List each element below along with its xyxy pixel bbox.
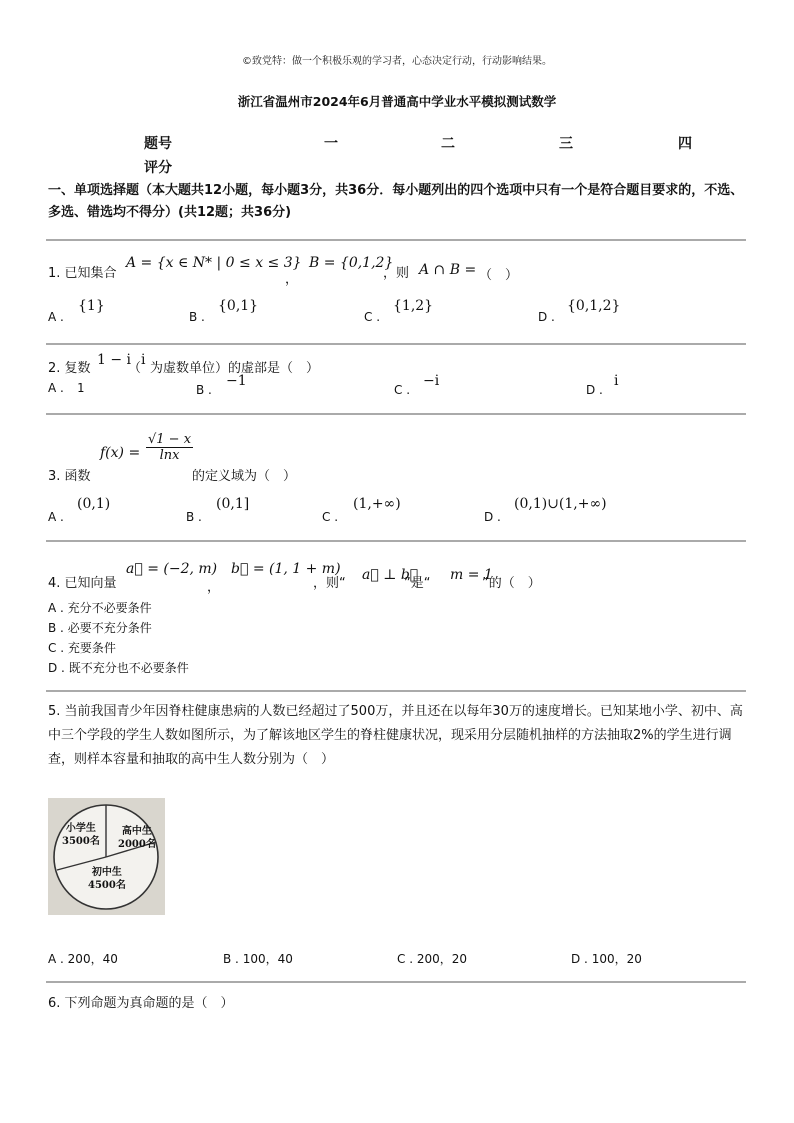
q3-fraction — [146, 432, 193, 463]
q2-expression: 1 − i — [97, 352, 132, 368]
q1-option-d-label[interactable]: D . — [538, 310, 555, 324]
q5-option-c-label: C . — [397, 952, 414, 966]
student-pie-chart — [48, 798, 165, 915]
q4-condition-perpendicular: a⃗ ⊥ b⃗ — [362, 567, 419, 583]
q5-option-b[interactable] — [223, 950, 293, 967]
question-4 — [48, 572, 117, 591]
q2-option-b-label[interactable]: B . — [196, 383, 212, 397]
q5-option-b-value: 100，40 — [242, 952, 293, 966]
divider — [46, 690, 746, 692]
divider — [46, 343, 746, 345]
q4-option-c-value: 充要条件 — [67, 641, 116, 655]
q3-option-a-value[interactable]: (0,1) — [77, 496, 111, 512]
q2-text-suffix: 为虚数单位）的虚部是（ ） — [150, 361, 320, 376]
q1-option-c-value[interactable]: {1,2} — [393, 298, 434, 314]
q5-option-d-label: D . — [571, 952, 588, 966]
pie-label-high-name: 高中生 — [121, 826, 152, 837]
q4-option-d[interactable] — [48, 659, 189, 676]
q4-option-a-value: 充分不必要条件 — [67, 601, 152, 615]
pie-label-primary-count: 3500名 — [62, 836, 100, 847]
q1-option-c-label[interactable]: C . — [364, 310, 381, 324]
q1-option-b-label[interactable]: B . — [189, 310, 205, 324]
pie-label-middle — [88, 866, 126, 892]
score-table-col-3: 三 — [559, 136, 573, 152]
q3-text-suffix: 的定义域为（ ） — [192, 469, 297, 484]
divider — [46, 981, 746, 983]
q4-condition-m: m = 1 — [450, 567, 493, 583]
q2-option-a-value[interactable]: 1 — [77, 381, 85, 395]
q4-option-d-value: 既不充分也不必要条件 — [68, 661, 189, 675]
q3-denominator: lnx — [159, 448, 180, 463]
q4-text-mid2: ”是“ — [404, 576, 431, 591]
q2-text-prefix: 复数 — [64, 361, 91, 376]
q2-option-a-label[interactable]: A . — [48, 381, 64, 395]
q3-function-name: f(x) = — [100, 445, 141, 461]
q5-option-c-value: 200，20 — [416, 952, 468, 966]
q2-number: 2. — [48, 361, 61, 376]
q1-option-d-value[interactable]: {0,1,2} — [567, 298, 621, 314]
q4-option-c[interactable] — [48, 639, 116, 656]
q5-option-a-value: 200，40 — [67, 952, 118, 966]
q3-option-c-label[interactable]: C . — [322, 510, 339, 524]
q3-option-a-label[interactable]: A . — [48, 510, 64, 524]
question-2 — [48, 357, 91, 376]
q1-set-b: B = {0,1,2} — [309, 255, 394, 271]
q1-set-a: A = {x ∈ N* | 0 ≤ x ≤ 3} — [126, 255, 302, 271]
q1-expression: A ∩ B = — [419, 262, 477, 278]
pie-label-primary — [62, 822, 100, 848]
q3-option-d-value[interactable]: (0,1)∪(1,+∞) — [514, 496, 607, 512]
q1-text-mid: ，则 — [383, 266, 410, 281]
score-table-col-4: 四 — [678, 136, 692, 152]
divider — [46, 540, 746, 542]
score-table-col-1: 一 — [324, 136, 338, 152]
q3-option-c-value[interactable]: (1,+∞) — [353, 496, 401, 512]
q2-option-d-label[interactable]: D . — [586, 383, 603, 397]
q1-option-a-value[interactable]: {1} — [78, 298, 105, 314]
q4-vector-a: a⃗ = (−2, m) — [126, 561, 218, 577]
q5-option-b-label: B . — [223, 952, 239, 966]
q3-text-prefix: 函数 — [64, 469, 91, 484]
q1-comma: ， — [285, 272, 299, 287]
q1-number: 1. — [48, 266, 61, 281]
q2-paren-open: （ — [128, 361, 142, 376]
q4-comma: ， — [207, 580, 221, 595]
q4-option-b-label: B . — [48, 621, 64, 635]
q1-option-b-value[interactable]: {0,1} — [218, 298, 259, 314]
q3-option-d-label[interactable]: D . — [484, 510, 501, 524]
pie-label-middle-name: 初中生 — [91, 867, 122, 878]
divider — [46, 239, 746, 241]
page-title: 浙江省温州市2024年6月普通高中学业水平模拟测试数学 — [237, 94, 557, 109]
q4-text-suffix: ”的（ ） — [482, 576, 541, 591]
q3-numerator: √1 − x — [148, 432, 192, 447]
q3-option-b-label[interactable]: B . — [186, 510, 202, 524]
pie-label-middle-count: 4500名 — [88, 880, 126, 891]
score-table-col-2: 二 — [441, 136, 455, 152]
q1-option-a-label[interactable]: A . — [48, 310, 64, 324]
question-5-text: 5. 当前我国青少年因脊柱健康患病的人数已经超过了500万，并且还在以每年30万的速度增长。已知某地小学、初中、高中三个学段的学生人数如图所示，为了解该地区学生的脊柱健康状况，现采用分层随机抽样的方法抽取2%的学生进行调查，则样本容量和抽取的高中生人数分别为（ ） — [48, 704, 743, 767]
pie-label-high — [118, 825, 156, 851]
q3-option-b-value[interactable]: (0,1] — [216, 496, 250, 512]
q4-option-c-label: C . — [48, 641, 65, 655]
q5-option-a-label: A . — [48, 952, 64, 966]
score-table-row2-label: 评分 — [144, 160, 172, 176]
q5-option-a[interactable] — [48, 950, 118, 967]
q1-text-prefix: 已知集合 — [64, 266, 117, 281]
q2-option-c-value[interactable]: −i — [423, 373, 440, 389]
score-table-row1-label: 题号 — [144, 136, 172, 152]
divider — [46, 413, 746, 415]
section-heading: 一、单项选择题（本大题共12小题，每小题3分，共36分．每小题列出的四个选项中只有一个是符合题目要求的，不选、多选、错选均不得分）(共12题；共36分) — [48, 183, 744, 220]
question-3 — [48, 465, 91, 484]
q4-option-b-value: 必要不充分条件 — [67, 621, 152, 635]
q4-option-a-label: A . — [48, 601, 64, 615]
q2-option-d-value[interactable]: i — [614, 373, 619, 389]
q5-option-d[interactable] — [571, 950, 642, 967]
header-motto: ©致党特：做一个积极乐观的学习者，心态决定行动，行动影响结果。 — [242, 56, 552, 67]
question-1 — [48, 262, 117, 281]
q2-option-c-label[interactable]: C . — [394, 383, 411, 397]
q2-imaginary-unit: i — [141, 352, 146, 368]
pie-label-primary-name: 小学生 — [65, 823, 96, 834]
q4-vector-b: b⃗ = (1, 1 + m) — [231, 561, 341, 577]
q2-option-b-value[interactable]: −1 — [226, 373, 247, 389]
q3-number: 3. — [48, 469, 61, 484]
q5-option-d-value: 100，20 — [591, 952, 642, 966]
q5-option-c[interactable] — [397, 950, 467, 967]
q4-text-mid1: ，则“ — [313, 576, 346, 591]
q1-tail: （ ） — [479, 268, 519, 283]
q4-number: 4. — [48, 576, 61, 591]
pie-label-high-count: 2000名 — [118, 839, 156, 850]
question-6-text: 6. 下列命题为真命题的是（ ） — [48, 996, 234, 1011]
q4-option-a[interactable] — [48, 599, 152, 616]
q4-option-b[interactable] — [48, 619, 152, 636]
q4-option-d-label: D . — [48, 661, 65, 675]
q4-text-prefix: 已知向量 — [64, 576, 117, 591]
